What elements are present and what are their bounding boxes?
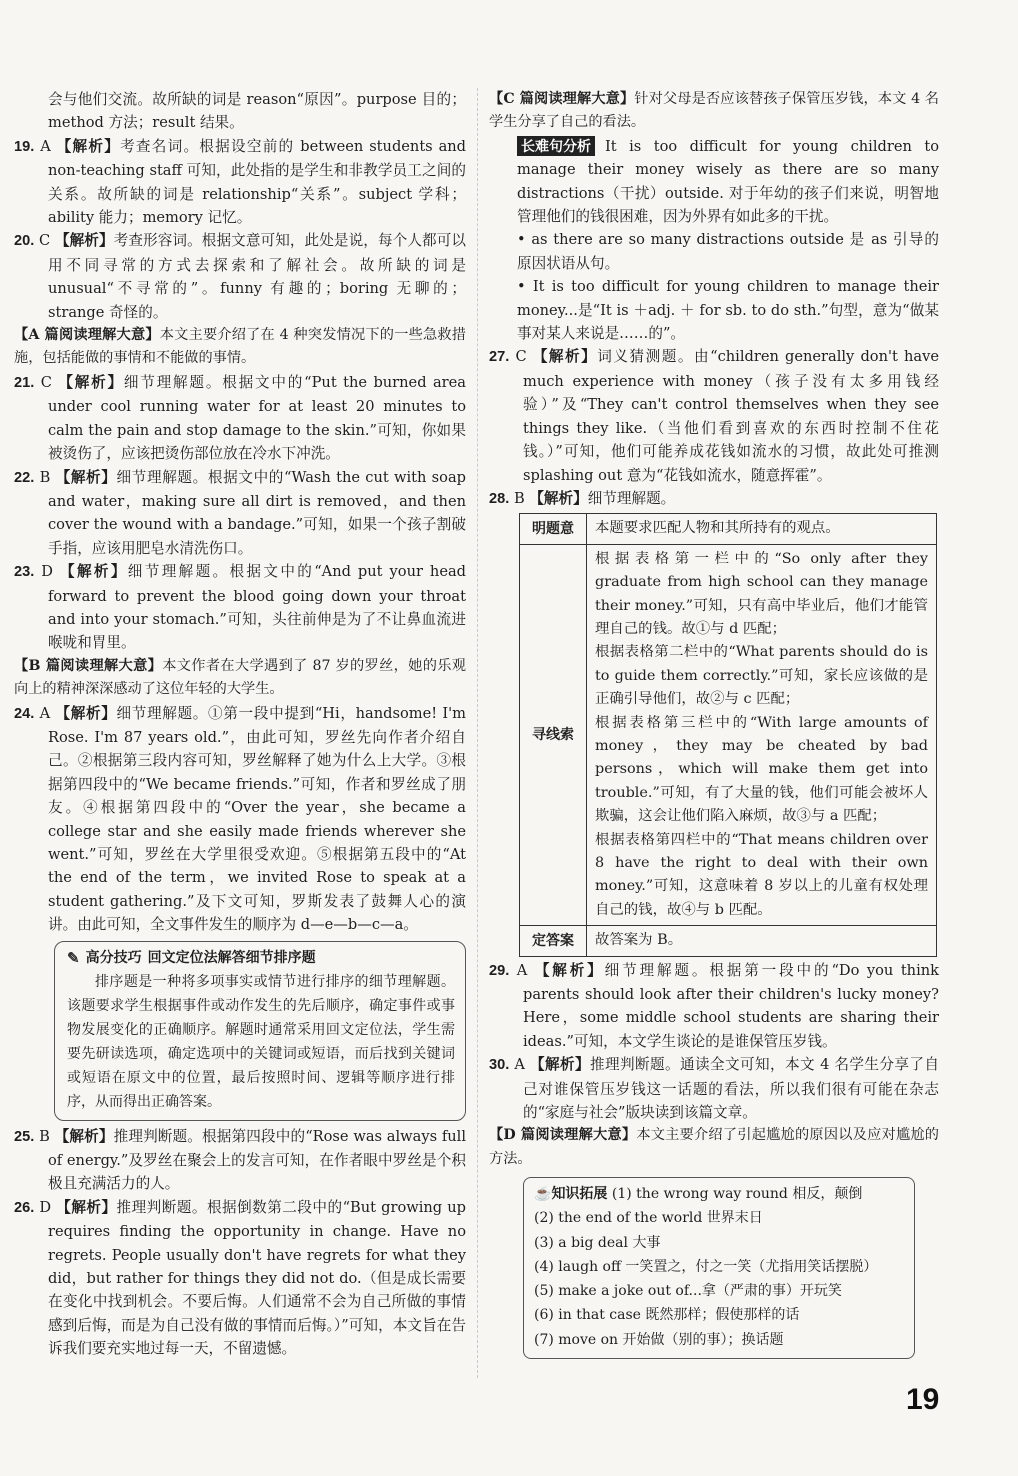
passage-c-summary — [489, 88, 939, 135]
table-row — [520, 544, 937, 926]
item-tag: 【解析】 — [55, 704, 117, 722]
item-tag: 【解析】 — [56, 137, 121, 155]
item-19 — [14, 135, 466, 230]
item-answer: C — [515, 348, 527, 366]
item-text: 细节理解题。根据文中的“Wash the cut with soap and water，making sure all dirt is removed，and then cover the wound with a bandage.”可知，如果一个孩子割破手指，应该用肥皂水清洗伤口。 — [48, 468, 466, 557]
sentence-analysis-bullet: • It is too difficult for young children to manage their money...是“It is ＋adj. ＋ for sb. to do sth.”句型，意为“做某事对某人来说是……的”。 — [517, 278, 939, 343]
passage-d-summary — [489, 1124, 939, 1171]
knowledge-item: (4) laugh off 一笑置之，付之一笑（尤指用笑话摆脱） — [534, 1258, 878, 1275]
item-number: 25. — [14, 1128, 35, 1145]
passage-tag: 【D 篇阅读理解大意】 — [489, 1127, 637, 1144]
item-text: 细节理解题。根据文中的“And put your head forward to prevent the blood going down your throat and into your stomach.”可知，头往前伸是为了不让鼻血流进喉咙和胃里。 — [48, 563, 467, 652]
sentence-analysis-text: It is too difficult for young children to manage their money wisely as there are so many distractions（干扰）outside. 对于年幼的孩子们来说，明智地管理他们的钱很困难，因为外界有如此多的干扰。 — [517, 137, 939, 226]
item-number: 30. — [489, 1057, 510, 1074]
item-text: 推理判断题。根据倒数第二段中的“But growing up requires finding the opportunity in change. Have no regrets. People usually don't have regrets for what they did，but rather for things they did not do.（但是成长需要在变化中找到机会。不要后悔。人们通常不会为自己所做的事情感到后悔，而是为自己没有做的事情而后悔。）”可知，本文旨在告诉我们要充实地过每一天，不留遗憾。 — [48, 1198, 466, 1358]
item-answer: B — [39, 1127, 50, 1145]
left-column — [14, 88, 466, 1361]
knowledge-item: ☕知识拓展 (1) the wrong way round 相反，颠倒 — [534, 1186, 863, 1203]
sentence-analysis — [517, 135, 939, 229]
passage-b-summary — [14, 655, 466, 702]
table-row-label: 定答案 — [520, 926, 587, 956]
table-row-label: 明题意 — [520, 514, 587, 544]
item-text: 推理判断题。根据第四段中的“Rose was always full of energy.”及罗丝在聚会上的发言可知，在作者眼中罗丝是个积极且充满活力的人。 — [48, 1127, 467, 1193]
item-answer: A — [39, 704, 51, 722]
knowledge-item: (7) move on 开始做（别的事）；换话题 — [534, 1331, 784, 1348]
item-answer: D — [41, 563, 53, 581]
item-number: 26. — [14, 1199, 35, 1216]
item-text: 考查名词。根据设空前的 between students and non-teaching staff 可知，此处指的是学生和非教学员工之间的关系。故所缺的词是 relationship“关系”。subject 学科；ability 能力；memory 记忆。 — [48, 137, 467, 227]
item-20 — [14, 229, 466, 324]
item-number: 21. — [14, 374, 35, 391]
item-tag: 【解析】 — [529, 1056, 590, 1074]
knowledge-item: (6) in that case 既然那样；假使那样的话 — [534, 1307, 800, 1324]
knowledge-header — [534, 1186, 607, 1202]
item-number: 24. — [14, 705, 35, 722]
tip-label: 高分技巧 — [85, 949, 142, 966]
item-text: 细节理解题。根据第一段中的“Do you think parents should look after their children's lucky money? Here，some middle school students are sharing their ideas.”可知，本文学生谈论的是谁保管压岁钱。 — [523, 961, 939, 1050]
item-answer: B — [39, 468, 51, 486]
item-tag: 【解析】 — [55, 468, 117, 486]
item-number: 22. — [14, 469, 35, 486]
item-answer: B — [513, 489, 525, 507]
knowledge-item: (3) a big deal 大事 — [534, 1234, 661, 1251]
table-cell-paragraph: 根据表格第二栏中的“What parents should do is to guide them correctly.”可知，家长应该做的是正确引导他们，故②与 c 匹配； — [595, 644, 928, 708]
item-answer: C — [40, 373, 52, 391]
item-number: 28. — [489, 490, 510, 507]
knowledge-box — [523, 1177, 915, 1358]
item-number: 23. — [14, 564, 35, 581]
tip-body: 排序题是一种将多项事实或情节进行排序的细节理解题。该题要求学生根据事件或动作发生的先后顺序，确定事件或事物发展变化的正确顺序。解题时通常采用回文定位法，学生需要先研读选项，确定选项中的关键词或短语，而后找到关键词或短语在原文中的位置，最后按照时间、逻辑等顺序进行排序，从而得出正确答案。 — [67, 973, 455, 1110]
item-text: 细节理解题。根据文中的“Put the burned area under cool running water for at least 20 minutes to calm the pain and stop damage to the skin.”可知，你如果被烫伤了，应该把烫伤部位放在冷水下冲洗。 — [48, 373, 466, 463]
item-25 — [14, 1125, 466, 1196]
item-text: 细节理解题。①第一段中提到“Hi，handsome! I'm Rose. I'm 87 years old.”，由此可知，罗丝先向作者介绍自己。②根据第三段内容可知，罗丝解释了她为什么上大学。③根据第四段中的“We became friends.”可知，作者和罗丝成了朋友。④根据第四段中的“Over the year，she became a college star and she easily made friends wherever she went.”可知，罗丝在大学里很受欢迎。⑤根据第五段中的“At the end of the term，we invited Rose to speak at a student gathering.”及下文可知，罗斯发表了鼓舞人心的演讲。由此可知，全文事件发生的顺序为 d—e—b—c—a。 — [48, 704, 466, 934]
page-number: 19 — [906, 1383, 940, 1416]
item-answer: D — [39, 1198, 52, 1216]
item-number: 19. — [14, 138, 35, 155]
passage-tag: 【A 篇阅读理解大意】 — [14, 327, 160, 344]
table-cell — [587, 544, 937, 926]
knowledge-item: (5) make a joke out of...拿（严肃的事）开玩笑 — [534, 1283, 842, 1300]
item-text: 考查形容词。根据文意可知，此处是说，每个人都可以用不同寻常的方式去探索和了解社会。故所缺的词是 unusual“不寻常的”。funny 有趣的；boring 无聊的；strange 奇怪的。 — [48, 232, 466, 321]
table-row — [520, 926, 937, 956]
item-number: 20. — [14, 233, 35, 250]
cup-icon: ☕ — [534, 1186, 552, 1203]
item-text: 细节理解题。 — [587, 489, 676, 507]
item-answer: A — [514, 1056, 525, 1074]
item-answer: A — [516, 961, 528, 979]
tip-header — [67, 946, 455, 970]
item-21 — [14, 371, 466, 466]
passage-text: 本文主要介绍了在 4 种突发情况下的一些急救措施，包括能做的事情和不能做的事情。 — [14, 327, 466, 367]
item-tag: 【解析】 — [532, 348, 598, 366]
item-tag: 【解析】 — [54, 232, 114, 250]
table-row-label: 寻线索 — [520, 544, 587, 926]
item-answer: C — [39, 232, 51, 250]
item-tag: 【解析】 — [529, 489, 588, 507]
item-29 — [489, 959, 939, 1054]
item-tag: 【解析】 — [58, 373, 124, 391]
tip-box — [54, 941, 466, 1121]
right-column — [489, 88, 939, 1359]
pen-icon: ✎ — [67, 948, 80, 967]
item-tag: 【解析】 — [60, 563, 128, 581]
item-23 — [14, 560, 466, 655]
item-tag: 【解析】 — [56, 1198, 117, 1216]
item-27 — [489, 345, 939, 486]
item-30 — [489, 1053, 939, 1124]
table-cell: 故答案为 B。 — [587, 926, 937, 956]
item-18-continued: 会与他们交流。故所缺的词是 reason“原因”。purpose 目的；method 方法；result 结果。 — [48, 91, 466, 132]
table-cell-paragraph: 根据表格第一栏中的“So only after they graduate from high school can they manage their money.”可知，只有高中毕业后，他们才能管理自己的钱。故①与 d 匹配； — [595, 550, 928, 637]
passage-text: 本文作者在大学遇到了 87 岁的罗丝，她的乐观向上的精神深深感动了这位年轻的大学生。 — [14, 657, 466, 698]
table-cell-paragraph: 根据表格第四栏中的“That means children over 8 have the right to deal with their own money.”可知，这意味着 8 岁以上的儿童有权处理自己的钱，故④与 b 匹配。 — [595, 831, 928, 918]
item-22 — [14, 466, 466, 561]
passage-tag: 【B 篇阅读理解大意】 — [14, 657, 163, 674]
sentence-analysis-bullet: • as there are so many distractions outside 是 as 引导的原因状语从句。 — [517, 231, 939, 272]
item-24 — [14, 702, 466, 937]
passage-a-summary — [14, 324, 466, 371]
column-divider — [477, 88, 478, 1378]
item-number: 29. — [489, 962, 510, 979]
analysis-table — [519, 513, 937, 956]
knowledge-label: 知识拓展 — [551, 1186, 608, 1203]
tip-title: 回文定位法解答细节排序题 — [147, 949, 316, 966]
passage-text: 本文主要介绍了引起尴尬的原因以及应对尴尬的方法。 — [489, 1127, 939, 1167]
item-28 — [489, 487, 939, 511]
item-tag: 【解析】 — [54, 1127, 114, 1145]
table-row — [520, 514, 937, 544]
sentence-analysis-label: 长难句分析 — [517, 136, 595, 156]
table-cell-paragraph: 根据表格第三栏中的“With large amounts of money，they may be cheated by bad persons，which will make them get into trouble.”可知，有了大量的钱，他们可能会被坏人欺骗，这会让他们陷入麻烦，故③与 a 匹配； — [595, 714, 928, 825]
item-number: 27. — [489, 349, 510, 366]
table-cell: 本题要求匹配人物和其所持有的观点。 — [587, 514, 937, 544]
passage-text: 针对父母是否应该替孩子保管压岁钱，本文 4 名学生分享了自己的看法。 — [489, 91, 939, 131]
item-26 — [14, 1196, 466, 1361]
passage-tag: 【C 篇阅读理解大意】 — [489, 91, 635, 107]
item-text: 推理判断题。通读全文可知，本文 4 名学生分享了自己对谁保管压岁钱这一话题的看法，所以我们很有可能在杂志的“家庭与社会”版块读到该篇文章。 — [523, 1056, 940, 1122]
knowledge-item: (2) the end of the world 世界末日 — [534, 1210, 763, 1227]
item-text: 词义猜测题。由“children generally don't have much experience with money（孩子没有太多用钱经验）”及“They can't control themselves when they see things they like.（当他们看到喜欢的东西时控制不住花钱。）”可知，他们可能养成花钱如流水的习惯，故此处可推测 splashing out 意为“花钱如流水，随意挥霍”。 — [523, 348, 940, 484]
item-answer: A — [40, 137, 51, 155]
item-tag: 【解析】 — [534, 961, 605, 979]
